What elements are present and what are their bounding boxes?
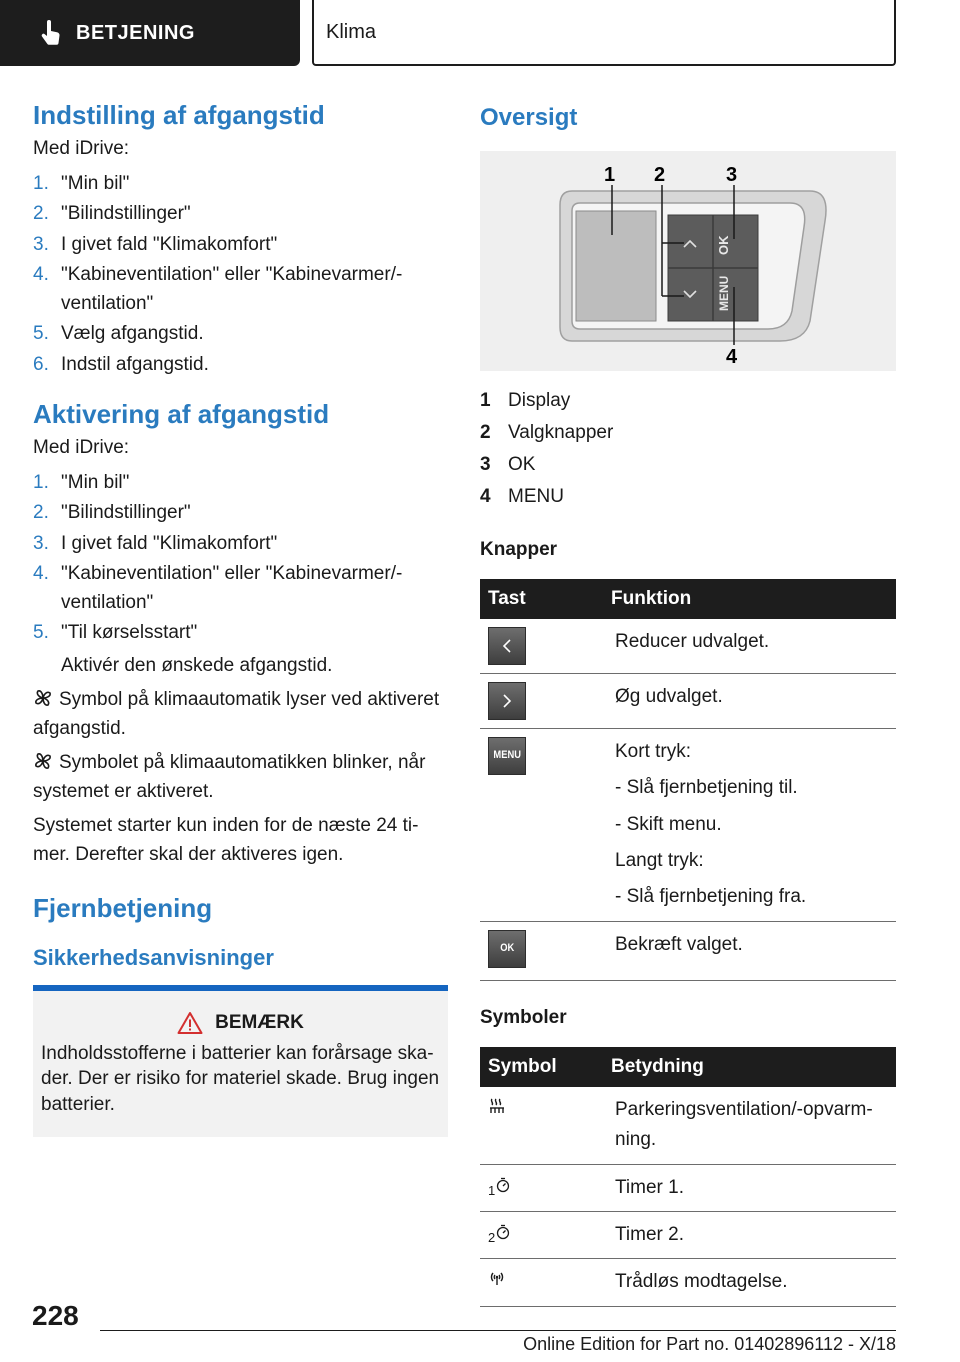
table-row: OK Bekræft valget. — [480, 921, 896, 980]
symbols-table — [480, 1047, 896, 1307]
page-header — [0, 0, 960, 66]
table-row: Øg udvalget. — [480, 673, 896, 728]
parking-heater-icon — [488, 1097, 506, 1115]
table-row: 1 Timer 1. — [480, 1164, 896, 1211]
figure-label-3: 3 — [726, 163, 738, 186]
page-footer — [0, 1290, 960, 1362]
ok-key-icon: OK — [488, 930, 526, 968]
wireless-icon — [488, 1269, 506, 1287]
notice-text: Indholdsstofferne i batterier kan forårsage ska-der. Der er risiko for materiel skade. Brug ingen batterier. — [41, 1042, 440, 1115]
buttons-table — [480, 579, 896, 981]
heading-safety-notes: Sikkerhedsanvisninger — [33, 944, 274, 970]
warning-triangle-icon — [177, 1011, 203, 1035]
list-item: 2. "Bilindstillinger" — [33, 203, 191, 225]
buttons-table-title: Knapper — [480, 538, 558, 560]
intro-idrive-1: Med iDrive: — [33, 138, 130, 160]
list-item: 5. Vælg afgangstid. — [33, 323, 204, 345]
list-item: 6. Indstil afgangstid. — [33, 353, 209, 375]
fan-icon — [33, 688, 53, 708]
heading-remote-control: Fjernbetjening — [33, 893, 213, 924]
remote-key-figure — [480, 151, 896, 371]
figure-ok-text: OK — [716, 235, 731, 255]
symbols-table-title: Symboler — [480, 1006, 567, 1028]
system-start-note: Systemet starter kun inden for de næste 24 ti-mer. Derefter skal der aktiveres igen. — [33, 815, 419, 865]
column-header-key: Tast — [480, 579, 607, 619]
chapter-label: Klima — [326, 20, 377, 43]
list-item: 5. "Til kørselsstart" — [33, 622, 198, 644]
fan-icon — [33, 751, 53, 771]
list-item: 1. "Min bil" — [33, 471, 130, 493]
table-row: Reducer udvalget. — [480, 619, 896, 674]
symbol-note-2: Symbolet på klimaautomatikken blinker, når systemet er aktiveret. — [33, 752, 426, 802]
table-row: Trådløs modtagelse. — [480, 1259, 896, 1306]
table-header-row — [480, 1047, 896, 1087]
remote-key-illustration — [480, 151, 896, 371]
notice-box — [33, 985, 448, 1138]
column-header-meaning: Betydning — [607, 1047, 896, 1087]
legend-row: 3 OK — [480, 453, 536, 475]
notice-title: BEMÆRK — [215, 1011, 304, 1033]
edition-text: Online Edition for Part no. 01402896112 - X/18 — [523, 1334, 896, 1354]
page-number: 228 — [32, 1300, 79, 1331]
symbol-note-1: Symbol på klimaautomatik lyser ved aktiveret afgangstid. — [33, 689, 440, 739]
steps-list-2 — [33, 469, 448, 648]
figure-label-2: 2 — [654, 163, 666, 186]
section-label: BETJENING — [76, 21, 195, 44]
heading-set-departure: Indstilling af afgangstid — [33, 100, 325, 130]
chevron-right-key-icon — [488, 682, 526, 720]
table-row: Parkeringsventilation/-opvarm-ning. — [480, 1087, 896, 1164]
heading-activate-departure: Aktivering af afgangstid — [33, 399, 330, 430]
heading-overview: Oversigt — [480, 104, 578, 131]
list-item: 3. I givet fald "Klimakomfort" — [33, 233, 278, 255]
chapter-tab[interactable] — [312, 0, 896, 66]
step-sub-text: Aktivér den ønskede afgangstid. — [61, 654, 333, 676]
legend-row: 4 MENU — [480, 485, 564, 507]
left-column — [33, 100, 448, 1137]
figure-label-1: 1 — [604, 163, 616, 186]
table-row: MENU Kort tryk: - Slå fjernbetjening til. - Skift menu. Langt tryk: - Slå fjernbetjening fra. — [480, 728, 896, 921]
column-header-function: Funktion — [607, 579, 896, 619]
intro-idrive-2: Med iDrive: — [33, 437, 130, 459]
figure-menu-text: MENU — [717, 275, 731, 311]
hand-pointer-icon — [40, 20, 62, 46]
footer-divider — [100, 1330, 896, 1331]
legend-row: 1 Display — [480, 389, 571, 411]
figure-legend — [480, 385, 896, 513]
list-item: 4. "Kabineventilation" eller "Kabinevarmer/-ventilation" — [33, 563, 403, 613]
legend-row: 2 Valgknapper — [480, 421, 614, 443]
list-item: 3. I givet fald "Klimakomfort" — [33, 532, 278, 554]
timer-icon — [495, 1224, 511, 1240]
notice-header — [41, 1011, 440, 1035]
right-column — [480, 100, 896, 1307]
list-item: 1. "Min bil" — [33, 172, 130, 194]
timer-icon — [495, 1177, 511, 1193]
column-header-symbol: Symbol — [480, 1047, 607, 1087]
section-tab[interactable] — [0, 0, 300, 66]
table-header-row — [480, 579, 896, 619]
menu-key-icon: MENU — [488, 737, 526, 775]
list-item: 2. "Bilindstillinger" — [33, 502, 191, 524]
chevron-left-key-icon — [488, 627, 526, 665]
steps-list-1 — [33, 170, 448, 380]
table-row: 2 Timer 2. — [480, 1211, 896, 1258]
figure-label-4: 4 — [726, 345, 738, 368]
list-item: 4. "Kabineventilation" eller "Kabinevarmer/-ventilation" — [33, 264, 403, 314]
